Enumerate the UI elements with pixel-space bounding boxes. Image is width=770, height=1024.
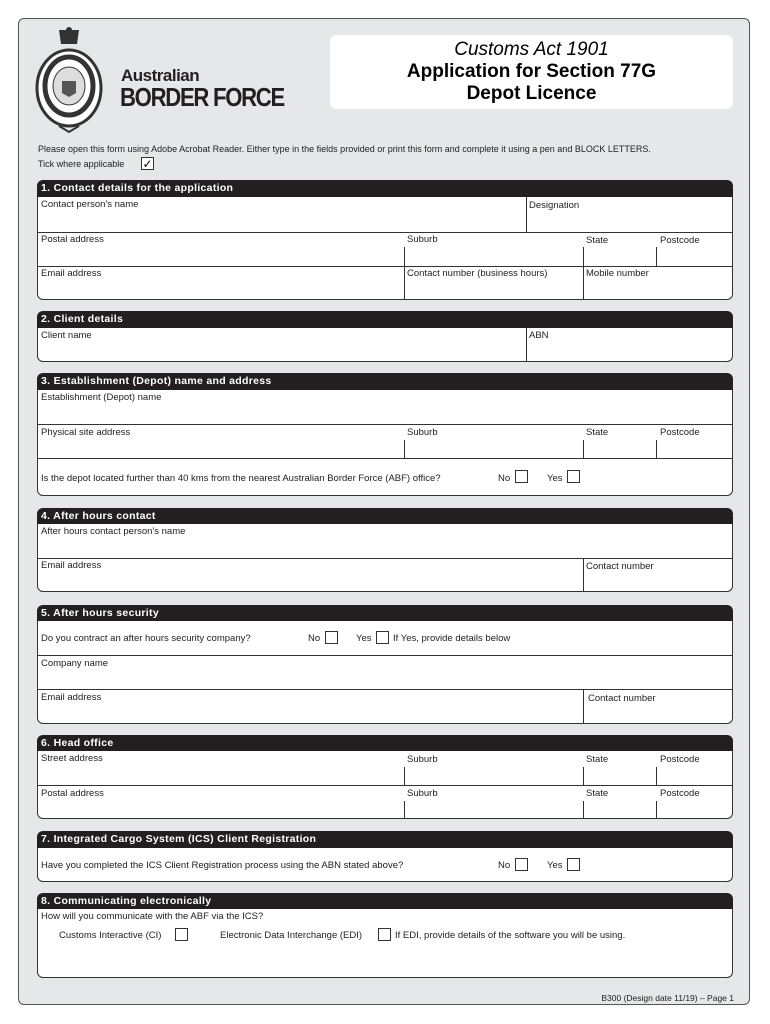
head-office-postal-suburb-field[interactable]: Suburb: [407, 788, 438, 799]
section-4-header: 4. After hours contact: [37, 508, 733, 526]
section-2-header: 2. Client details: [37, 311, 733, 329]
designation-field[interactable]: Designation: [529, 200, 580, 211]
section-3-header: 3. Establishment (Depot) name and address: [37, 373, 733, 391]
after-hours-name-field[interactable]: After hours contact person's name: [41, 526, 186, 537]
distance-no-label: No: [498, 473, 511, 484]
security-email-field[interactable]: Email address: [41, 692, 102, 703]
head-office-street-suburb-field[interactable]: Suburb: [407, 754, 438, 765]
ics-yes-label: Yes: [547, 860, 563, 871]
section-2-body: [37, 328, 733, 362]
security-yes-label: Yes: [356, 633, 372, 644]
ics-no-label: No: [498, 860, 511, 871]
depot-postcode-field[interactable]: Postcode: [660, 427, 700, 438]
section-6-header: 6. Head office: [37, 735, 733, 753]
logo-text-australian: Australian: [121, 66, 200, 85]
physical-address-field[interactable]: Physical site address: [41, 427, 131, 438]
security-no-label: No: [308, 633, 321, 644]
head-office-postal-postcode-field[interactable]: Postcode: [660, 788, 700, 799]
section-5-header: 5. After hours security: [37, 605, 733, 623]
client-name-field[interactable]: Client name: [41, 330, 92, 341]
depot-state-field[interactable]: State: [586, 427, 609, 438]
distance-no-checkbox[interactable]: [515, 470, 528, 483]
postal-address-field[interactable]: Postal address: [41, 234, 104, 245]
tick-label: Tick where applicable: [38, 159, 125, 169]
edi-details-note: If EDI, provide details of the software you will be using.: [395, 930, 626, 941]
depot-name-field[interactable]: Establishment (Depot) name: [41, 392, 162, 403]
after-hours-email-field[interactable]: Email address: [41, 560, 102, 571]
security-question: Do you contract an after hours security company?: [41, 633, 251, 644]
tick-example-checkbox: ✓: [142, 157, 153, 171]
contact-name-field[interactable]: Contact person's name: [41, 199, 139, 210]
after-hours-contact-field[interactable]: Contact number: [586, 561, 654, 572]
edi-checkbox[interactable]: [378, 928, 391, 941]
act-title: Customs Act 1901: [454, 39, 609, 60]
section-1-header: 1. Contact details for the application: [37, 180, 733, 198]
ci-checkbox[interactable]: [175, 928, 188, 941]
contact-number-field[interactable]: Contact number (business hours): [407, 268, 548, 279]
distance-yes-label: Yes: [547, 473, 563, 484]
ics-no-checkbox[interactable]: [515, 858, 528, 871]
border-force-crest-logo: [34, 26, 104, 134]
ci-label: Customs Interactive (CI): [59, 930, 162, 941]
ics-yes-checkbox[interactable]: [567, 858, 580, 871]
security-no-checkbox[interactable]: [325, 631, 338, 644]
head-office-postal-state-field[interactable]: State: [586, 788, 609, 799]
section-8-header: 8. Communicating electronically: [37, 893, 733, 911]
postcode-field[interactable]: Postcode: [660, 235, 700, 246]
footer-page-info: B300 (Design date 11/19) – Page 1: [601, 993, 734, 1003]
section-1-body: [37, 197, 733, 300]
email-field[interactable]: Email address: [41, 268, 102, 279]
head-office-street-postcode-field[interactable]: Postcode: [660, 754, 700, 765]
title-box: [330, 35, 733, 109]
distance-question: Is the depot located further than 40 kms from the nearest Australian Border Force (ABF) office?: [41, 473, 441, 484]
distance-yes-checkbox[interactable]: [567, 470, 580, 483]
security-yes-checkbox[interactable]: [376, 631, 389, 644]
section-4-body: [37, 524, 733, 592]
security-company-field[interactable]: Company name: [41, 658, 109, 669]
state-field[interactable]: State: [586, 235, 609, 246]
section-5-body: [37, 621, 733, 724]
head-office-street-field[interactable]: Street address: [41, 753, 103, 764]
section-8-body: [37, 909, 733, 978]
mobile-number-field[interactable]: Mobile number: [586, 268, 649, 279]
ics-question: Have you completed the ICS Client Registration process using the ABN stated above?: [41, 860, 404, 871]
section-6-body: [37, 751, 733, 819]
logo-text-border-force: BORDER FORCE: [120, 82, 284, 112]
section-7-body: [37, 848, 733, 882]
abn-field[interactable]: ABN: [529, 330, 549, 341]
depot-suburb-field[interactable]: Suburb: [407, 427, 438, 438]
suburb-field[interactable]: Suburb: [407, 234, 438, 245]
security-if-yes-note: If Yes, provide details below: [393, 633, 511, 644]
section-7-header: 7. Integrated Cargo System (ICS) Client Registration: [37, 831, 733, 849]
form-title: Application for Section 77G: [406, 61, 657, 82]
form-subtitle: Depot Licence: [466, 83, 597, 104]
section-3-body: [37, 390, 733, 496]
communication-question: How will you communicate with the ABF via the ICS?: [41, 911, 264, 922]
edi-label: Electronic Data Interchange (EDI): [220, 930, 363, 941]
head-office-street-state-field[interactable]: State: [586, 754, 609, 765]
head-office-postal-field[interactable]: Postal address: [41, 788, 104, 799]
security-contact-field[interactable]: Contact number: [588, 693, 656, 704]
intro-text: Please open this form using Adobe Acrobat Reader. Either type in the fields provided or print this form and complete it using a pen and BLOCK LETTERS.: [38, 144, 651, 154]
